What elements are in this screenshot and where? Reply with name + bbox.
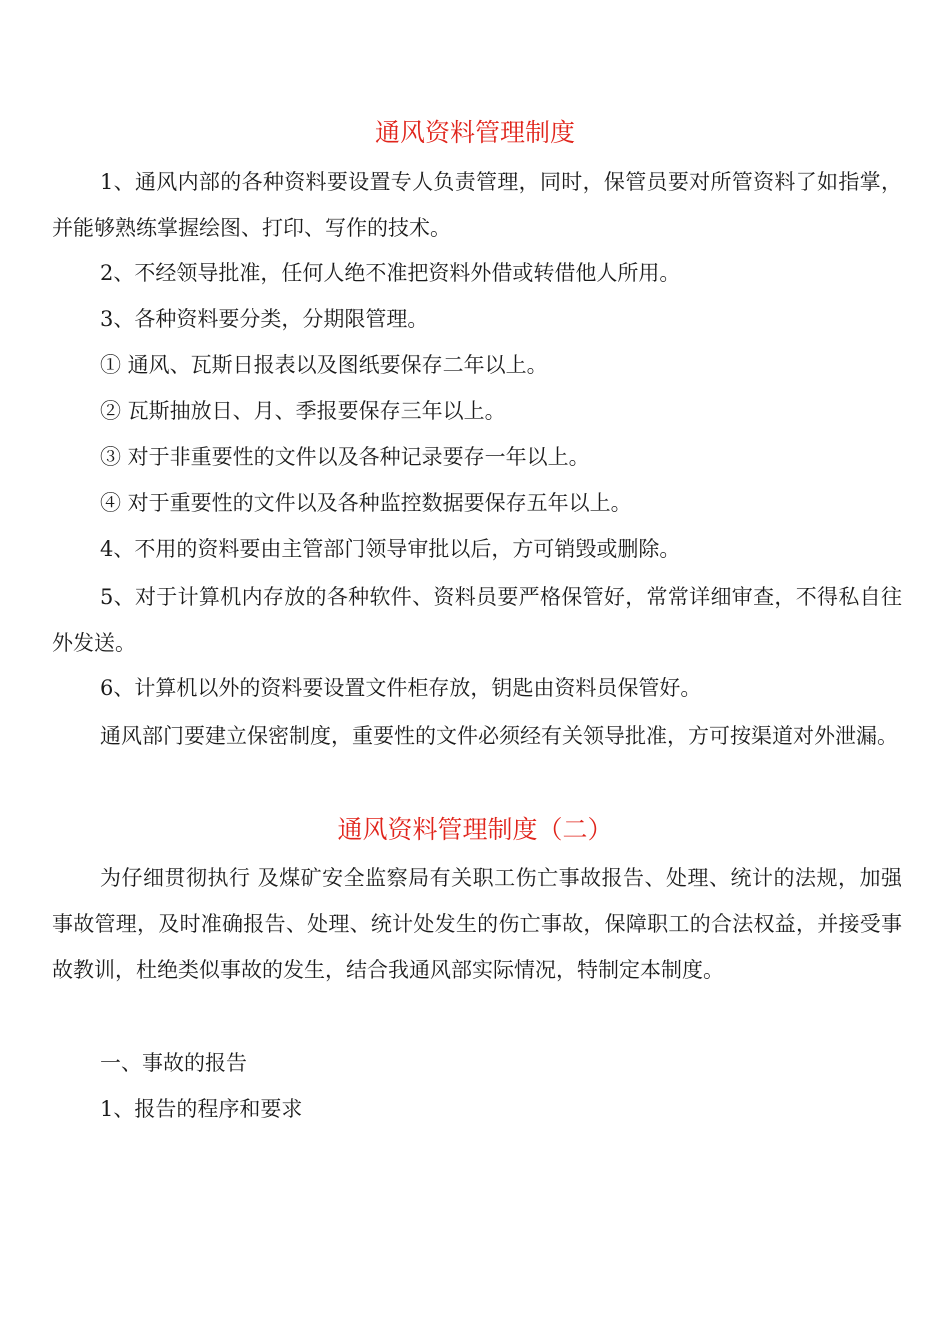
paragraph-3: 3、各种资料要分类，分期限管理。 — [100, 307, 429, 331]
section-heading: 一、事故的报告 — [100, 1051, 247, 1075]
document-title-2: 通风资料管理制度（二） — [337, 815, 613, 844]
sub-item-3: ③ 对于非重要性的文件以及各种记录要存一年以上。 — [100, 445, 590, 469]
sub-item-4: ④ 对于重要性的文件以及各种监控数据要保存五年以上。 — [100, 491, 632, 515]
paragraph-6: 6、计算机以外的资料要设置文件柜存放，钥匙由资料员保管好。 — [100, 676, 702, 700]
paragraph-5: 5、对于计算机内存放的各种软件、资料员要严格保管好，常常详细审查，不得私自往外发送。 — [52, 585, 902, 655]
sub-item-2: ② 瓦斯抽放日、月、季报要保存三年以上。 — [100, 399, 506, 423]
paragraph-8: 为仔细贯彻执行 及煤矿安全监察局有关职工伤亡事故报告、处理、统计的法规，加强事故管理，及时准确报告、处理、统计处发生的伤亡事故，保障职工的合法权益，并接受事故教训，杜绝类似事故的发生，结合我通风部实际情况，特制定本制度。 — [52, 866, 902, 982]
subsection-heading: 1、报告的程序和要求 — [100, 1097, 303, 1121]
sub-item-1: ① 通风、瓦斯日报表以及图纸要保存二年以上。 — [100, 353, 548, 377]
paragraph-4: 4、不用的资料要由主管部门领导审批以后，方可销毁或删除。 — [100, 537, 681, 561]
document-title: 通风资料管理制度 — [374, 118, 575, 147]
paragraph-2: 2、不经领导批准，任何人绝不准把资料外借或转借他人所用。 — [100, 261, 681, 285]
paragraph-7: 通风部门要建立保密制度，重要性的文件必须经有关领导批准，方可按渠道对外泄漏。 — [100, 724, 898, 748]
paragraph-1: 1、通风内部的各种资料要设置专人负责管理，同时，保管员要对所管资料了如指掌，并能够熟练掌握绘图、打印、写作的技术。 — [52, 170, 902, 240]
